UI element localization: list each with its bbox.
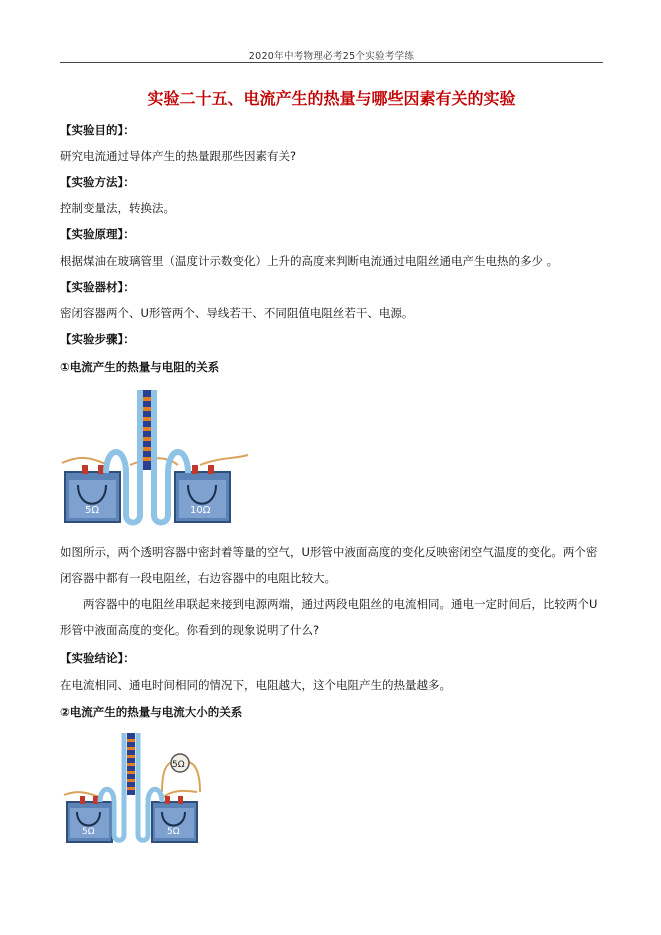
step1-title: ①电流产生的热量与电阻的关系 bbox=[60, 360, 220, 374]
step2-title: ②电流产生的热量与电流大小的关系 bbox=[60, 705, 243, 719]
method-text: 控制变量法，转换法。 bbox=[60, 201, 175, 215]
figure-current-experiment bbox=[62, 730, 212, 845]
step1-para1: 如图所示，两个透明容器中密封着等量的空气，U形管中液面高度的变化反映密闭空气温度的变化。两个密闭容器中都有一段电阻丝，右边容器中的电阻比较大。 bbox=[60, 545, 598, 585]
right-resistor-label-2: 5Ω bbox=[167, 827, 180, 837]
left-resistor-label: 5Ω bbox=[85, 505, 100, 516]
right-resistor-label: 10Ω bbox=[190, 505, 211, 516]
page-header: 2020年中考物理必考25个实验考学练 bbox=[248, 51, 415, 62]
method-label: 【实验方法】： bbox=[60, 175, 135, 189]
step1-para2: 两容器中的电阻丝串联起来接到电源两端，通过两段电阻丝的电流相同。通电一定时间后，比较两个U形管中液面高度的变化。你看到的现象说明了什么? bbox=[60, 597, 598, 637]
equipment-label: 【实验器材】： bbox=[60, 280, 135, 294]
conclusion-label: 【实验结论】： bbox=[60, 651, 135, 665]
purpose-label: 【实验目的】： bbox=[60, 123, 135, 137]
equipment-text: 密闭容器两个、U形管两个、导线若干、不同阻值电阻丝若干、电源。 bbox=[60, 306, 414, 320]
conclusion-text: 在电流相同、通电时间相同的情况下，电阻越大，这个电阻产生的热量越多。 bbox=[60, 678, 451, 692]
principle-label: 【实验原理】： bbox=[60, 227, 135, 241]
top-resistor-label: 5Ω bbox=[172, 760, 185, 770]
steps-label: 【实验步骤】： bbox=[60, 332, 135, 346]
page-title: 实验二十五、电流产生的热量与哪些因素有关的实验 bbox=[147, 89, 516, 108]
principle-text: 根据煤油在玻璃管里（温度计示数变化）上升的高度来判断电流通过电阻丝通电产生电热的多少 。 bbox=[60, 254, 559, 268]
purpose-text: 研究电流通过导体产生的热量跟那些因素有关? bbox=[60, 149, 297, 163]
left-resistor-label-2: 5Ω bbox=[82, 827, 95, 837]
header-rule bbox=[60, 62, 603, 63]
figure-resistance-experiment bbox=[60, 385, 250, 530]
